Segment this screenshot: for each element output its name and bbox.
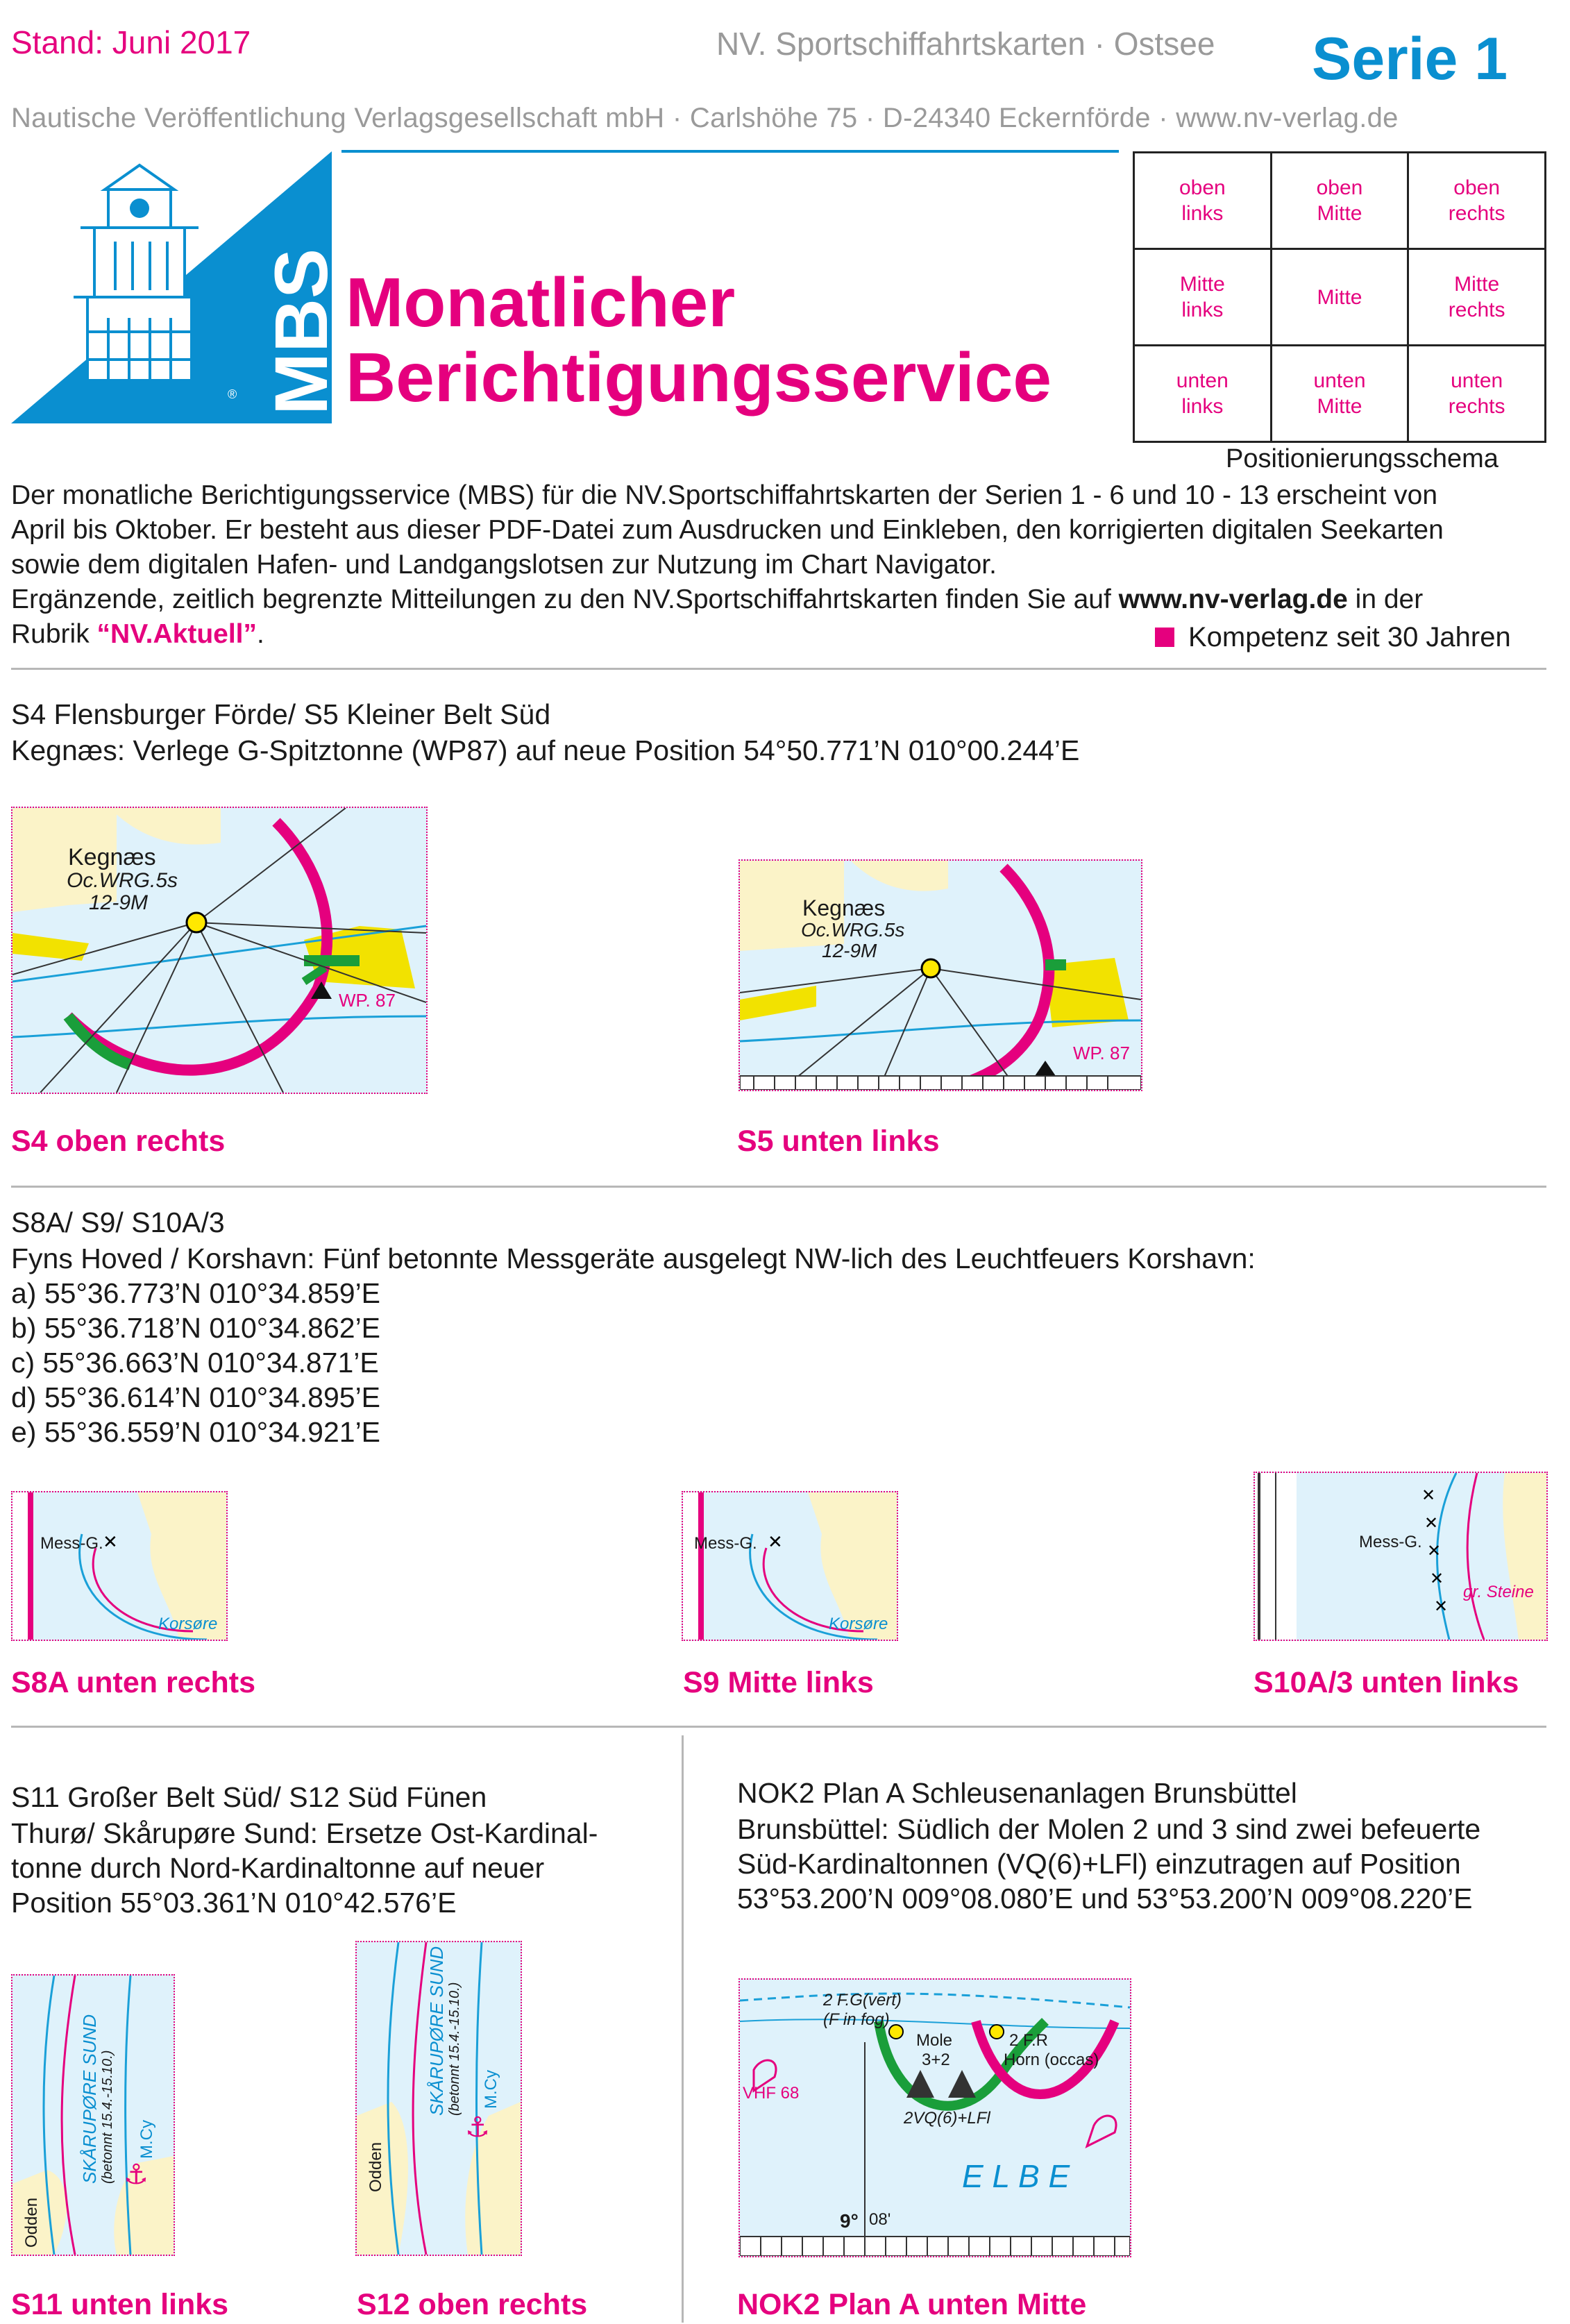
grid-cell-top-left: oben links <box>1134 153 1272 249</box>
map-nok2-vq: 2VQ(6)+LFl <box>904 2109 990 2128</box>
intro-line-2: April bis Oktober. Er besteht aus dieser PDF-Datei zum Ausdrucken und Einkleben, den korrigierten digitalen Seekarten <box>11 515 1444 545</box>
logo-rule <box>341 150 1119 153</box>
map-s10a-mess: Mess-G. <box>1359 1533 1422 1551</box>
label-nok2: NOK2 Plan A unten Mitte <box>737 2288 1087 2321</box>
map-nok2-mole-nums: 3+2 <box>922 2051 950 2069</box>
section3-line-1: Thurø/ Skårupøre Sund: Ersetze Ost-Kardinal- <box>11 1817 598 1849</box>
map-nok2-vhf: VHF 68 <box>743 2084 800 2103</box>
positioning-grid <box>1133 151 1546 443</box>
grid-cell-top-center: oben Mitte <box>1271 153 1408 249</box>
map-s9-mess: Mess-G. <box>694 1534 757 1553</box>
intro-line-1: Der monatliche Berichtigungsservice (MBS) für die NV.Sportschiffahrtskarten der Serien 1 - 6 und 10 - 13 erscheint von <box>11 480 1438 510</box>
map-s4 <box>11 807 428 1094</box>
label-s4: S4 oben rechts <box>11 1125 226 1158</box>
label-s8a: S8A unten rechts <box>11 1666 256 1699</box>
svg-text:✕: ✕ <box>1424 1514 1439 1533</box>
mbs-logo-text: MBS <box>259 249 343 415</box>
divider-3 <box>11 1726 1546 1728</box>
column-divider <box>682 1735 684 2323</box>
map-s4-range: 12-9M <box>89 891 149 914</box>
map-nok2-elbe: E L B E <box>962 2158 1070 2194</box>
intro-line-5: Rubrik “NV.Aktuell”. <box>11 619 264 649</box>
map-s11 <box>11 1974 175 2256</box>
label-s9: S9 Mitte links <box>683 1666 874 1699</box>
stand-date: Stand: Juni 2017 <box>11 24 251 60</box>
map-s9-korsore: Korsøre <box>829 1615 888 1633</box>
divider-1 <box>11 668 1546 670</box>
badge-square <box>1155 628 1174 647</box>
section4-line-3: 53°53.200’N 009°08.080’E und 53°53.200’N 009°08.220’E <box>737 1883 1473 1914</box>
grid-cell-bottom-right: unten rechts <box>1408 346 1546 442</box>
grid-cell-bottom-center: unten Mitte <box>1271 346 1408 442</box>
map-s4-place: Kegnæs <box>68 844 156 870</box>
map-s12-sund: SKÅRUPØRE SUND <box>426 1946 447 2116</box>
map-nok2 <box>738 1978 1131 2257</box>
map-nok2-fr: 2 F.R <box>1009 2031 1049 2050</box>
section3-line-2: tonne durch Nord-Kardinaltonne auf neuer <box>11 1852 545 1884</box>
website-link[interactable]: www.nv-verlag.de <box>1118 584 1348 614</box>
map-s12-betonnt: (betonnt 15.4.-15.10.) <box>447 1982 462 2116</box>
position-a: a) 55°36.773’N 010°34.859’E <box>11 1277 381 1309</box>
map-s5-place: Kegnæs <box>802 895 886 920</box>
grid-cell-top-right: oben rechts <box>1408 153 1546 249</box>
map-s10a <box>1254 1472 1548 1641</box>
svg-text:✕: ✕ <box>1427 1542 1442 1560</box>
map-s5-wp: WP. 87 <box>1073 1043 1130 1063</box>
intro-line-4: Ergänzende, zeitlich begrenzte Mitteilungen zu den NV.Sportschiffahrtskarten finden Sie auf www.nv-verlag.de in der <box>11 584 1424 614</box>
label-s12: S12 oben rechts <box>357 2288 588 2321</box>
divider-2 <box>11 1186 1546 1188</box>
map-s5-range: 12-9M <box>822 940 877 961</box>
section4-line-2: Süd-Kardinaltonnen (VQ(6)+LFl) einzutragen auf Position <box>737 1848 1461 1880</box>
map-nok2-mole: Mole <box>916 2031 953 2050</box>
svg-text:✕: ✕ <box>1430 1569 1444 1588</box>
registered-mark: ® <box>228 387 237 401</box>
nv-aktuell-link[interactable]: “NV.Aktuell” <box>96 619 258 649</box>
map-s5 <box>738 859 1142 1091</box>
position-b: b) 55°36.718’N 010°34.862’E <box>11 1312 381 1344</box>
positioning-caption: Positionierungsschema <box>1226 444 1499 473</box>
svg-text:✕: ✕ <box>1434 1597 1449 1616</box>
section3-title: S11 Großer Belt Süd/ S12 Süd Fünen <box>11 1781 487 1813</box>
svg-text:⚓: ⚓ <box>465 2112 490 2143</box>
section1-text: Kegnæs: Verlege G-Spitztonne (WP87) auf neue Position 54°50.771’N 010°00.244’E <box>11 734 1080 766</box>
mbs-logo <box>11 151 343 423</box>
grid-cell-bottom-left: unten links <box>1134 346 1272 442</box>
publication-name: NV. Sportschiffahrtskarten · Ostsee <box>716 26 1215 62</box>
label-s10a: S10A/3 unten links <box>1254 1666 1519 1699</box>
label-s11: S11 unten links <box>11 2288 229 2321</box>
map-s11-betonnt: (betonnt 15.4.-15.10.) <box>100 2050 115 2184</box>
brand-title-line1: Monatlicher <box>346 264 736 342</box>
map-s12-odden: Odden <box>366 2141 385 2192</box>
map-nok2-min: 08' <box>869 2210 891 2229</box>
section4-title: NOK2 Plan A Schleusenanlagen Brunsbüttel <box>737 1777 1297 1809</box>
map-s11-odden: Odden <box>22 2197 41 2248</box>
map-s12-mcy: M.Cy <box>482 2070 500 2109</box>
map-s4-wp: WP. 87 <box>339 990 396 1011</box>
map-s12 <box>355 1941 522 2256</box>
position-e: e) 55°36.559’N 010°34.921’E <box>11 1416 381 1448</box>
svg-text:⚓: ⚓ <box>124 2159 149 2190</box>
grid-cell-middle-left: Mitte links <box>1134 249 1272 346</box>
svg-text:✕: ✕ <box>768 1531 783 1552</box>
map-s8a-mess: Mess-G. <box>40 1534 103 1553</box>
section1-title: S4 Flensburger Förde/ S5 Kleiner Belt Süd <box>11 698 551 730</box>
map-s11-sund: SKÅRUPØRE SUND <box>79 2014 100 2184</box>
map-s8a-korsore: Korsøre <box>158 1615 218 1633</box>
brand-title-line2: Berichtigungsservice <box>346 339 1052 416</box>
publisher-line: Nautische Veröffentlichung Verlagsgesellschaft mbH · Carlshöhe 75 · D-24340 Eckernförde · www.nv-verlag.de <box>11 103 1399 133</box>
svg-text:✕: ✕ <box>103 1531 118 1552</box>
map-s5-light: Oc.WRG.5s <box>801 919 905 941</box>
intro-line-3: sowie dem digitalen Hafen- und Landgangslotsen zur Nutzung im Chart Navigator. <box>11 550 997 580</box>
map-s10a-steine: gr. Steine <box>1463 1583 1534 1601</box>
series-title: Serie 1 <box>1312 26 1508 92</box>
position-c: c) 55°36.663’N 010°34.871’E <box>11 1347 379 1379</box>
map-nok2-deg: 9° <box>840 2210 859 2232</box>
map-s9 <box>682 1491 898 1641</box>
map-nok2-fg: 2 F.G(vert) <box>823 1991 902 2010</box>
map-nok2-horn: Horn (occas) <box>1004 2051 1099 2069</box>
map-s4-light: Oc.WRG.5s <box>67 869 178 892</box>
grid-cell-middle-right: Mitte rechts <box>1408 249 1546 346</box>
label-s5: S5 unten links <box>737 1125 940 1158</box>
section2-text: Fyns Hoved / Korshavn: Fünf betonnte Messgeräte ausgelegt NW-lich des Leuchtfeuers Korshavn: <box>11 1243 1256 1274</box>
section4-line-1: Brunsbüttel: Südlich der Molen 2 und 3 sind zwei befeuerte <box>737 1813 1481 1845</box>
svg-text:✕: ✕ <box>1421 1486 1436 1505</box>
map-s11-mcy: M.Cy <box>137 2120 156 2159</box>
map-s8a <box>11 1491 228 1641</box>
section3-line-3: Position 55°03.361’N 010°42.576’E <box>11 1887 457 1919</box>
grid-cell-middle-center: Mitte <box>1271 249 1408 346</box>
competence-badge: Kompetenz seit 30 Jahren <box>1188 622 1511 652</box>
map-nok2-fog: (F in fog) <box>823 2010 890 2029</box>
position-d: d) 55°36.614’N 010°34.895’E <box>11 1381 381 1413</box>
section2-title: S8A/ S9/ S10A/3 <box>11 1206 225 1238</box>
